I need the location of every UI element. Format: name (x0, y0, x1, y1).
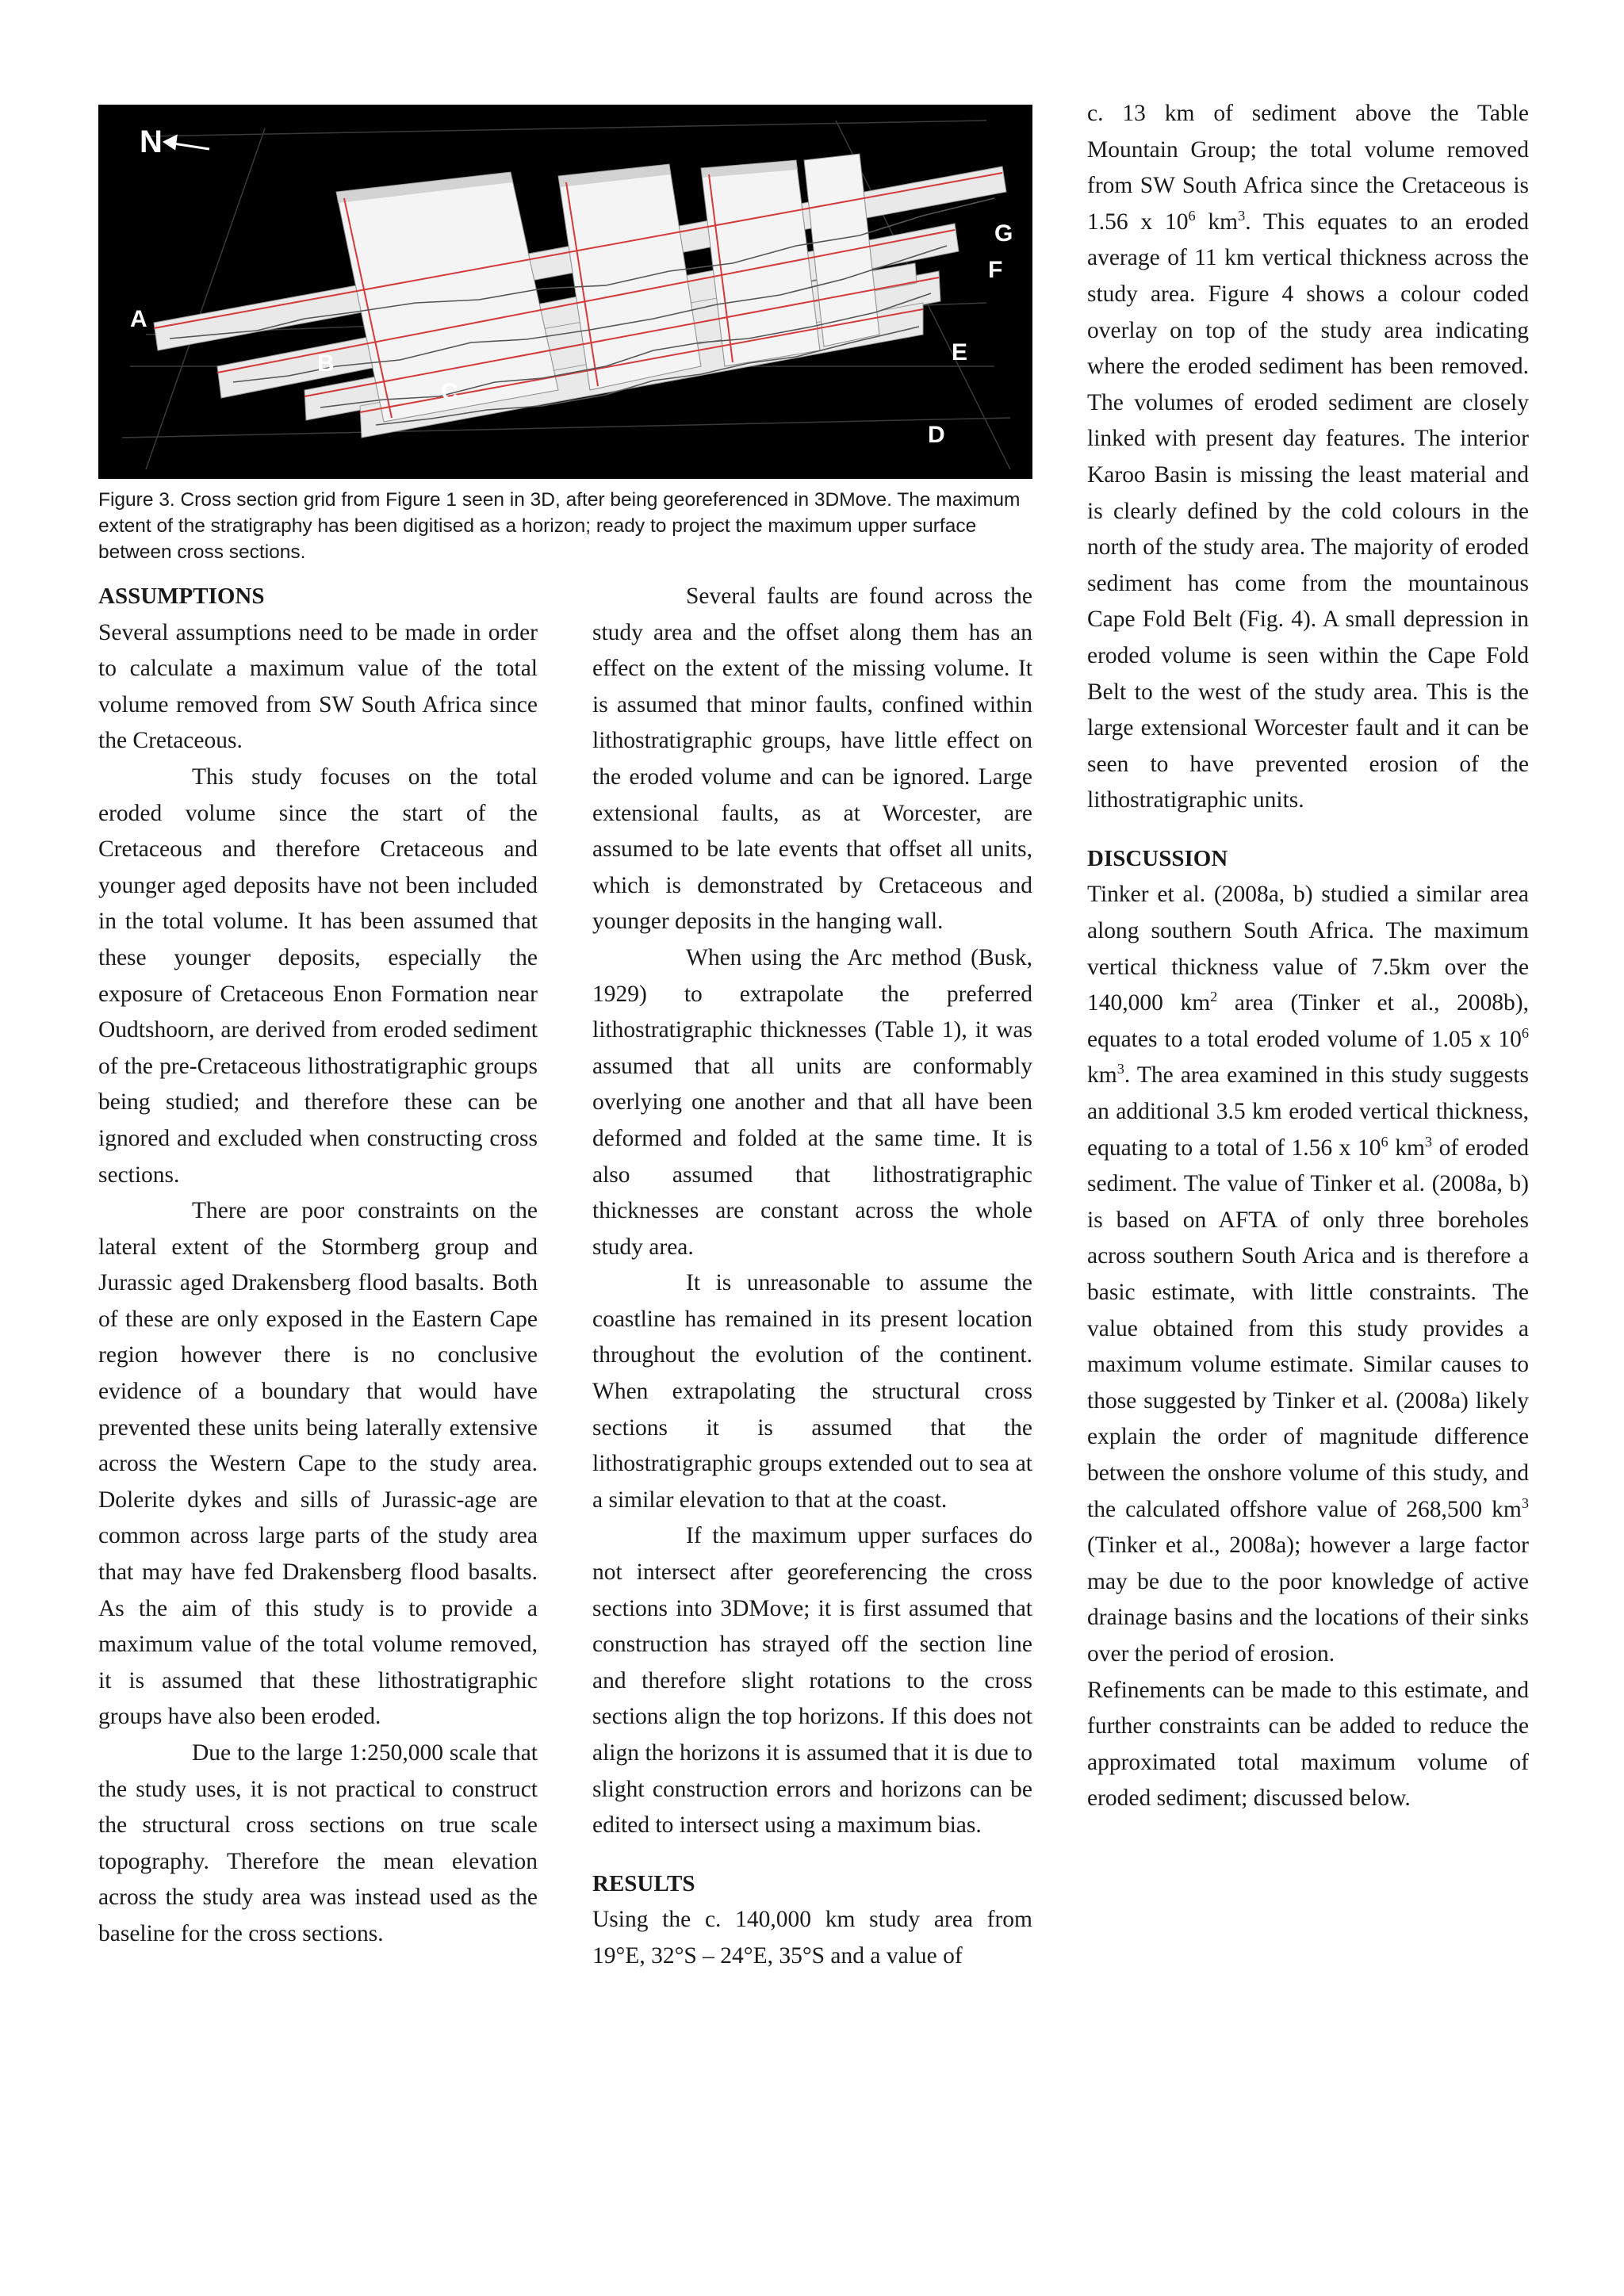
figure-3-caption: Figure 3. Cross section grid from Figure 1 seen in 3D, after being georeferenced in 3DMove. The maximum extent of the stratigraphy has been digitised as a horizon; ready to project the maximum upper surface between cross sections. (98, 489, 1021, 563)
section-label-f: F (988, 257, 1003, 283)
discussion-heading: DISCUSSION (1087, 845, 1228, 871)
results-paragraph-1: Using the c. 140,000 km study area from 19°E, 32°S – 24°E, 35°S and a value of (592, 1907, 1032, 1969)
section-label-c: C (441, 379, 458, 405)
column-3 (1087, 96, 1529, 1817)
north-label: N (140, 124, 163, 159)
arc-method-paragraph: When using the Arc method (Busk, 1929) to extrapolate the preferred lithostratigraphic thicknesses (Table 1), it was assumed that all units are conformably overlying one another and that all have been deformed and folded at the same time. It is also assumed that lithostratigraphic thicknesses are constant across the whole study area. (592, 944, 1032, 1260)
discussion-paragraph-2: Refinements can be made to this estimate, and further constraints can be added to reduce the approximated total maximum volume of eroded sediment; discussed below. (1087, 1677, 1529, 1812)
upper-surfaces-paragraph: If the maximum upper surfaces do not intersect after georeferencing the cross sections into 3DMove; it is first assumed that construction has strayed off the section line and therefore slight rotations to the cross sections align the top horizons. If this does not align the horizons it is assumed that it is due to slight construction errors and horizons can be edited to intersect using a maximum bias. (592, 1523, 1032, 1839)
figure-3-image (98, 105, 1032, 479)
column-1 (98, 579, 538, 1953)
section-label-b: B (317, 350, 335, 377)
section-label-a: A (130, 306, 147, 332)
section-label-g: G (994, 220, 1013, 247)
coastline-paragraph: It is unreasonable to assume the coastline has remained in its present location throughout the evolution of the continent. When extrapolating the structural cross sections it is assumed that the lithostratigraphic groups extended out to sea at a similar elevation to that at the coast. (592, 1270, 1032, 1513)
section-label-e: E (952, 339, 968, 365)
faults-paragraph: Several faults are found across the study area and the offset along them has an effect on the extent of the missing volume. It is assumed that minor faults, confined within lithostratigraphic groups, have little effect on the eroded volume and can be ignored. Large extensional faults, as at Worcester, are assumed to be late events that offset all units, which is demonstrated by Cretaceous and younger deposits in the hanging wall. (592, 584, 1032, 935)
assumptions-paragraph-4: Due to the large 1:250,000 scale that the study uses, it is not practical to construct the structural cross sections on true scale topography. Therefore the mean elevation across the study area was instead used as the baseline for the cross sections. (98, 1740, 538, 1946)
assumptions-paragraph-2: This study focuses on the total eroded volume since the start of the Cretaceous and therefore Cretaceous and younger aged deposits have not been included in the total volume. It has been assumed that these younger deposits, especially the exposure of Cretaceous Enon Formation near Oudtshoorn, are derived from eroded sediment of the pre-Cretaceous lithostratigraphic groups being studied; and therefore these can be ignored and excluded when constructing cross sections. (98, 763, 538, 1188)
assumptions-paragraph-3: There are poor constraints on the lateral extent of the Stormberg group and Jurassic aged Drakensberg flood basalts. Both of these are only exposed in the Eastern Cape region however there is no conclusive evidence of a boundary that would have prevented these units being laterally extensive across the Western Cape to the study area. Dolerite dykes and sills of Jurassic-age are common across large parts of the study area that may have fed Drakensberg flood basalts. As the aim of this study is to provide a maximum value of the total volume removed, it is assumed that these lithostratigraphic groups have also been eroded. (98, 1198, 538, 1730)
assumptions-paragraph-1: Several assumptions need to be made in order to calculate a maximum value of the total volume removed from SW South Africa since the Cretaceous. (98, 619, 538, 754)
column-2 (592, 579, 1032, 1975)
results-paragraph-continued: c. 13 km of sediment above the Table Mountain Group; the total volume removed from SW South Africa since the Cretaceous is 1.56 x $10^6$ $km^3$. This equates to an eroded average of 11 km vertical thickness across the study area. Figure 4 shows a colour coded overlay on top of the study area indicating where the eroded sediment has been removed. The volumes of eroded sediment are closely linked with present day features. The interior Karoo Basin is missing the least material and is clearly defined by the cold colours in the north of the study area. The majority of eroded sediment has come from the mountainous Cape Fold Belt (Fig. 4). A small depression in eroded volume is seen within the Cape Fold Belt to the west of the study area. This is the large extensional Worcester fault and it can be seen to have prevented erosion of the lithostratigraphic units. (1087, 101, 1530, 813)
assumptions-heading: ASSUMPTIONS (98, 584, 265, 609)
results-heading: RESULTS (592, 1870, 695, 1896)
section-label-d: D (928, 422, 945, 448)
cross-section-grid-graphic (98, 105, 1032, 479)
discussion-paragraph-1: Tinker et al. (2008a, b) studied a similar area along southern South Africa. The maximum vertical thickness value of 7.5km over the 140,000 $km^2$ area (Tinker et al., 2008b), equates to a total eroded volume of 1.05 x $10^6$ $km^3$. The area examined in this study suggests an additional 3.5 km eroded vertical thickness, equating to a total of 1.56 x $10^6$ $km^3$ of eroded sediment. The value of Tinker et al. (2008a, b) is based on AFTA of only three boreholes across southern South Arica and is therefore a basic estimate, with little constraints. The value obtained from this study provides a maximum volume estimate. Similar causes to those suggested by Tinker et al. (2008a) likely explain the order of magnitude difference between the onshore volume of this study, and the calculated offshore value of 268,500 $km^3$ (Tinker et al., 2008a); however a large factor may be due to the poor knowledge of active drainage basins and the locations of their sinks over the period of erosion. (1087, 882, 1530, 1667)
